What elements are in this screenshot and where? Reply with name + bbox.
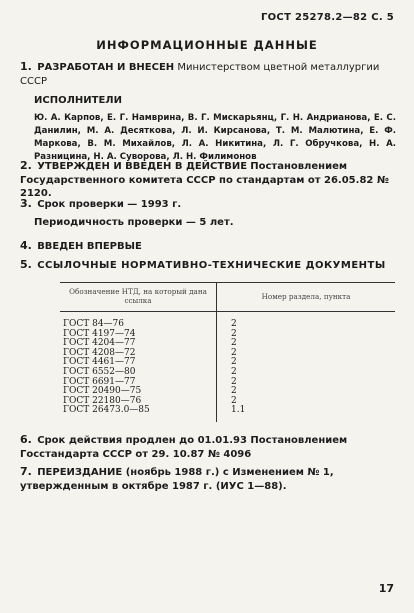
item-6 [20, 433, 396, 461]
item-1 [20, 60, 396, 88]
col-header-designation: Обозначение НТД, на который дана ссылка [60, 283, 217, 312]
item-3-number: 3. [20, 197, 32, 210]
item-3-heading: Срок проверки — 1993 г. [37, 199, 182, 210]
performers-heading-text: ИСПОЛНИТЕЛИ [34, 95, 122, 106]
cell-section: 2 [231, 386, 237, 397]
item-3-periodicity [20, 216, 396, 230]
item-5-heading: ССЫЛОЧНЫЕ НОРМАТИВНО-ТЕХНИЧЕСКИЕ ДОКУМЕНТЫ [37, 260, 386, 271]
item-7-number: 7. [20, 465, 32, 478]
page-number: 17 [378, 582, 394, 595]
item-7-text: ПЕРЕИЗДАНИЕ (ноябрь 1988 г.) с Изменением № 1, утвержденным в октябре 1987 г. (ИУС 1—88). [20, 467, 334, 492]
item-4 [20, 239, 396, 254]
item-7 [20, 465, 396, 493]
cell-designation: ГОСТ 4204—77 [60, 339, 217, 349]
item-5-number: 5. [20, 258, 32, 271]
cell-section: 2 [231, 357, 237, 368]
cell-designation: ГОСТ 22180—76 [60, 397, 217, 407]
performers-list: Ю. А. Карпов, Е. Г. Намврина, В. Г. Мискарьянц, Г. Н. Андрианова, Е. С. Данилин, М. А. Десяткова, Л. И. Кирсанова, Т. М. Малютина, Е. Ф. Маркова, В. М. Михайлов, Л. А. Никитина, Л. Г. Обручкова, Н. А. Разницина, Н. А. Суворова, Л. Н. Филимонов [34, 113, 396, 162]
table-header-row [60, 283, 395, 312]
cell-section: 2 [231, 395, 237, 406]
table-body [60, 312, 395, 422]
item-2-number: 2. [20, 159, 32, 172]
item-2 [20, 159, 396, 201]
item-4-number: 4. [20, 239, 32, 252]
table-row [60, 312, 395, 330]
cell-section: 2 [231, 338, 237, 349]
reference-table [60, 282, 395, 422]
cell-designation: ГОСТ 20490—75 [60, 387, 217, 397]
item-4-heading: ВВЕДЕН ВПЕРВЫЕ [37, 241, 142, 252]
cell-section: 1.1 [231, 405, 246, 416]
item-5 [20, 258, 396, 273]
section-title: ИНФОРМАЦИОННЫЕ ДАННЫЕ [96, 38, 318, 52]
col-header-section: Номер раздела, пункта [217, 283, 396, 312]
cell-designation: ГОСТ 84—76 [60, 312, 217, 330]
cell-section: 2 [231, 366, 237, 377]
performers-heading [20, 94, 396, 108]
cell-designation: ГОСТ 26473.0—85 [60, 406, 217, 422]
periodicity-text: Периодичность проверки — 5 лет. [34, 217, 234, 228]
cell-designation: ГОСТ 4197—74 [60, 330, 217, 340]
item-2-heading: УТВЕРЖДЕН И ВВЕДЕН В ДЕЙСТВИЕ [37, 161, 248, 172]
item-1-heading: РАЗРАБОТАН И ВНЕСЕН [37, 62, 175, 73]
item-1-text: Министерством цветной металлургии СССР [20, 62, 380, 87]
cell-section: 2 [231, 376, 237, 387]
cell-section: 2 [231, 347, 237, 358]
item-6-text: Срок действия продлен до 01.01.93 Постановлением Госстандарта СССР от 29. 10.87 № 4096 [20, 435, 348, 460]
cell-designation: ГОСТ 4208—72 [60, 349, 217, 359]
cell-section: 2 [231, 328, 237, 339]
cell-designation: ГОСТ 6691—77 [60, 378, 217, 388]
cell-designation: ГОСТ 6552—80 [60, 368, 217, 378]
item-6-number: 6. [20, 433, 32, 446]
item-3 [20, 197, 396, 212]
table-row [60, 406, 395, 422]
cell-section: 2 [231, 319, 237, 329]
cell-designation: ГОСТ 4461—77 [60, 358, 217, 368]
item-2-text: Постановлением Государственного комитета СССР по стандартам от 26.05.82 № 2120. [20, 161, 389, 199]
page-header: ГОСТ 25278.2—82 С. 5 [260, 12, 394, 23]
item-1-number: 1. [20, 60, 32, 73]
